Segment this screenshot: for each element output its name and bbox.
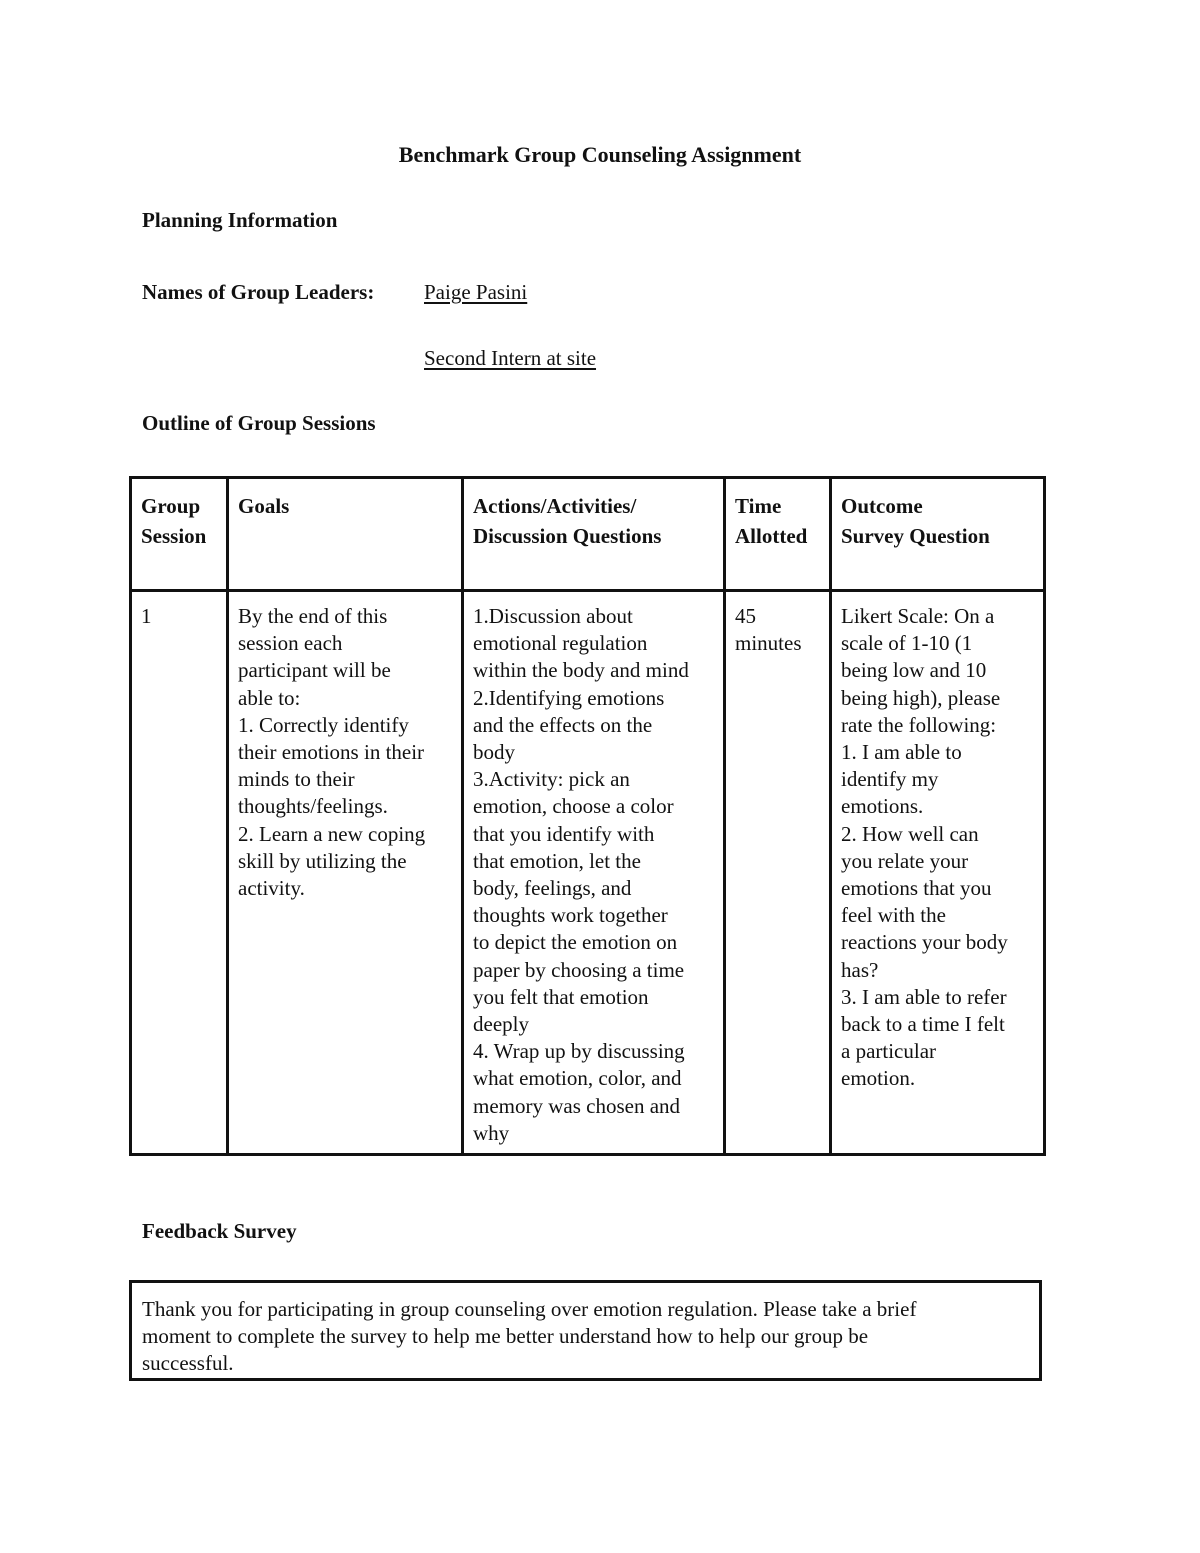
cell-text-line: that you identify with: [473, 821, 655, 846]
cell-goals: [228, 591, 463, 1155]
leader-name-1: Paige Pasini: [424, 280, 528, 304]
cell-text-line: deeply: [473, 1012, 529, 1037]
leader-name-2: Second Intern at site: [424, 346, 597, 370]
leaders-label: Names of Group Leaders:: [142, 280, 375, 304]
cell-text-line: minds to their: [238, 767, 355, 792]
header-line: Allotted: [735, 524, 808, 548]
cell-text-line: a particular: [841, 1039, 937, 1064]
cell-text-line: participant will be: [238, 658, 391, 683]
cell-text-line: 2. Learn a new coping: [238, 821, 426, 846]
cell-text-line: that emotion, let the: [473, 848, 641, 873]
feedback-text-line: Thank you for participating in group counseling over emotion regulation. Please take a brief: [142, 1297, 917, 1321]
header-line: Time: [735, 494, 782, 518]
cell-text-line: 1.Discussion about: [473, 604, 633, 628]
cell-text-line: 3.Activity: pick an: [473, 767, 630, 792]
feedback-text-line: successful.: [142, 1351, 234, 1375]
outline-heading: Outline of Group Sessions: [142, 411, 376, 435]
cell-text-line: session each: [238, 631, 343, 656]
cell-text-line: body, feelings, and: [473, 876, 632, 901]
cell-actions: [463, 591, 725, 1155]
cell-outcome: [831, 591, 1045, 1155]
cell-text-line: 2. How well can: [841, 821, 979, 846]
cell-text-line: what emotion, color, and: [473, 1066, 682, 1091]
cell-text-line: 1. I am able to: [841, 740, 962, 765]
cell-text-line: why: [473, 1120, 510, 1145]
cell-text-line: reactions your body: [841, 930, 1008, 955]
cell-text-line: paper by choosing a time: [473, 957, 685, 982]
cell-text-line: body: [473, 740, 515, 765]
cell-text-line: thoughts work together: [473, 903, 668, 928]
cell-text-line: emotions.: [841, 794, 924, 819]
cell-text-line: has?: [841, 957, 879, 982]
cell-text-line: skill by utilizing the: [238, 848, 407, 873]
header-line: Survey Question: [841, 524, 990, 548]
header-actions: [463, 478, 725, 591]
feedback-heading: Feedback Survey: [142, 1219, 297, 1243]
cell-session: [131, 591, 228, 1155]
document-title: Benchmark Group Counseling Assignment: [398, 142, 802, 167]
header-line: Session: [141, 524, 207, 548]
header-line: Outcome: [841, 494, 923, 518]
cell-text-line: you felt that emotion: [473, 984, 649, 1009]
cell-text-line: emotions that you: [841, 876, 992, 901]
header-goals: [228, 478, 463, 591]
cell-text-line: activity.: [238, 876, 305, 901]
cell-text-line: memory was chosen and: [473, 1093, 681, 1118]
cell-text-line: emotion.: [841, 1066, 916, 1091]
cell-text-line: 4. Wrap up by discussing: [473, 1039, 685, 1064]
header-line: Goals: [238, 494, 290, 518]
cell-text-line: within the body and mind: [473, 658, 689, 683]
header-group-session: [131, 478, 228, 591]
cell-text-line: you relate your: [841, 848, 969, 873]
header-line: Group: [141, 494, 201, 518]
cell-text-line: being high), please: [841, 685, 1001, 710]
header-line: Discussion Questions: [473, 524, 662, 548]
cell-text-line: minutes: [735, 631, 802, 656]
cell-text-line: By the end of this: [238, 604, 388, 628]
cell-text-line: 1. Correctly identify: [238, 712, 409, 737]
cell-text-line: thoughts/feelings.: [238, 794, 388, 819]
header-line: Actions/Activities/: [473, 494, 637, 518]
cell-text-line: their emotions in their: [238, 740, 425, 765]
cell-text-line: and the effects on the: [473, 712, 653, 737]
planning-heading: Planning Information: [142, 208, 338, 232]
cell-text-line: able to:: [238, 685, 301, 710]
cell-time: [725, 591, 831, 1155]
feedback-text-line: moment to complete the survey to help me better understand how to help our group be: [142, 1324, 869, 1348]
cell-text-line: identify my: [841, 767, 939, 792]
header-outcome: [831, 478, 1045, 591]
table-header-row: [131, 478, 1045, 591]
cell-text-line: 2.Identifying emotions: [473, 685, 665, 710]
cell-text-line: emotion, choose a color: [473, 794, 674, 819]
group-sessions-table: [129, 476, 1046, 1156]
header-time-allotted: [725, 478, 831, 591]
cell-text-line: feel with the: [841, 903, 946, 928]
cell-text-line: Likert Scale: On a: [841, 604, 995, 628]
cell-text-line: 45: [735, 604, 756, 628]
cell-text-line: 3. I am able to refer: [841, 984, 1007, 1009]
cell-text-line: to depict the emotion on: [473, 930, 678, 955]
cell-text-line: 1: [141, 604, 152, 628]
cell-text-line: being low and 10: [841, 658, 987, 683]
cell-text-line: rate the following:: [841, 712, 997, 737]
table-row: [131, 591, 1045, 1155]
cell-text-line: emotional regulation: [473, 631, 648, 656]
feedback-survey-box: [129, 1280, 1042, 1381]
cell-text-line: back to a time I felt: [841, 1012, 1005, 1037]
cell-text-line: scale of 1-10 (1: [841, 631, 973, 656]
